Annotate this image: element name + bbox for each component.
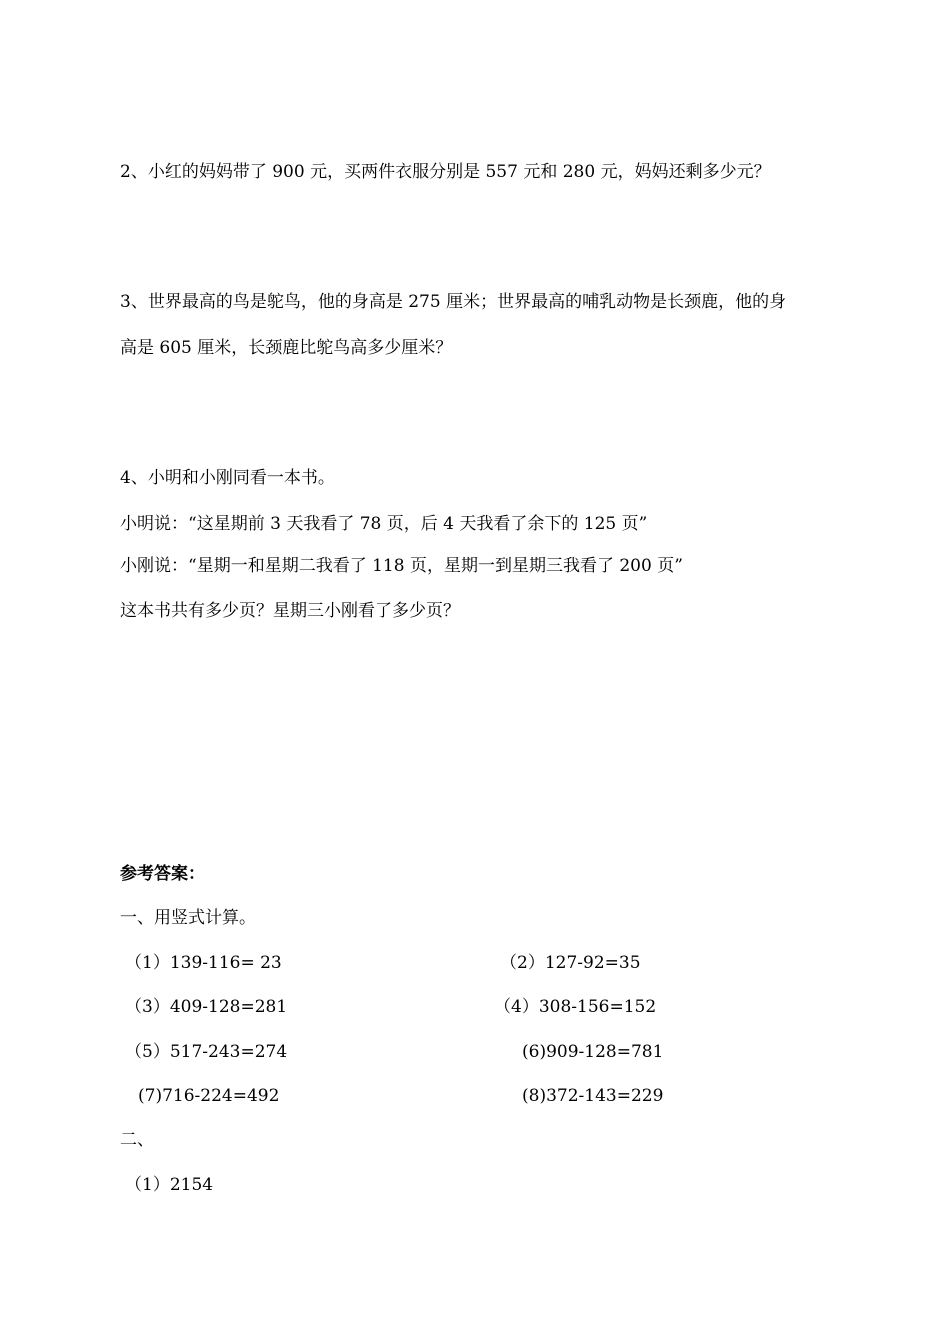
answer-item-1: （1）139-116= 23 — [125, 953, 282, 973]
problem-4-question: 这本书共有多少页？星期三小刚看了多少页？ — [120, 601, 460, 621]
problem-4-title: 4、小明和小刚同看一本书。 — [120, 468, 335, 488]
answer-item-3: （3）409-128=281 — [125, 997, 288, 1017]
answers-section-2-title: 二、 — [120, 1130, 154, 1150]
answer-item-6: (6)909-128=781 — [522, 1042, 664, 1062]
answer-item-4: （4）308-156=152 — [494, 997, 657, 1017]
problem-2: 2、小红的妈妈带了 900 元，买两件衣服分别是 557 元和 280 元，妈妈还剩多少元？ — [120, 162, 771, 182]
answer-item-5: （5）517-243=274 — [125, 1042, 288, 1062]
problem-4-xiaogang-quote: 小刚说：“星期一和星期二我看了 118 页，星期一到星期三我看了 200 页” — [120, 556, 683, 576]
problem-3-line-2: 高是 605 厘米，长颈鹿比鸵鸟高多少厘米？ — [120, 338, 453, 358]
answers-section-1-title: 一、用竖式计算。 — [120, 908, 256, 928]
answer-item-7: (7)716-224=492 — [138, 1086, 280, 1106]
problem-4-xiaoming-quote: 小明说：“这星期前 3 天我看了 78 页，后 4 天我看了余下的 125 页” — [120, 514, 648, 534]
answer-item-8: (8)372-143=229 — [522, 1086, 664, 1106]
answer-section-2-item-1: （1）2154 — [125, 1175, 214, 1195]
answers-heading: 参考答案： — [120, 864, 205, 884]
answer-item-2: （2）127-92=35 — [500, 953, 641, 973]
problem-3-line-1: 3、世界最高的鸟是鸵鸟，他的身高是 275 厘米；世界最高的哺乳动物是长颈鹿，他的身 — [120, 292, 787, 312]
